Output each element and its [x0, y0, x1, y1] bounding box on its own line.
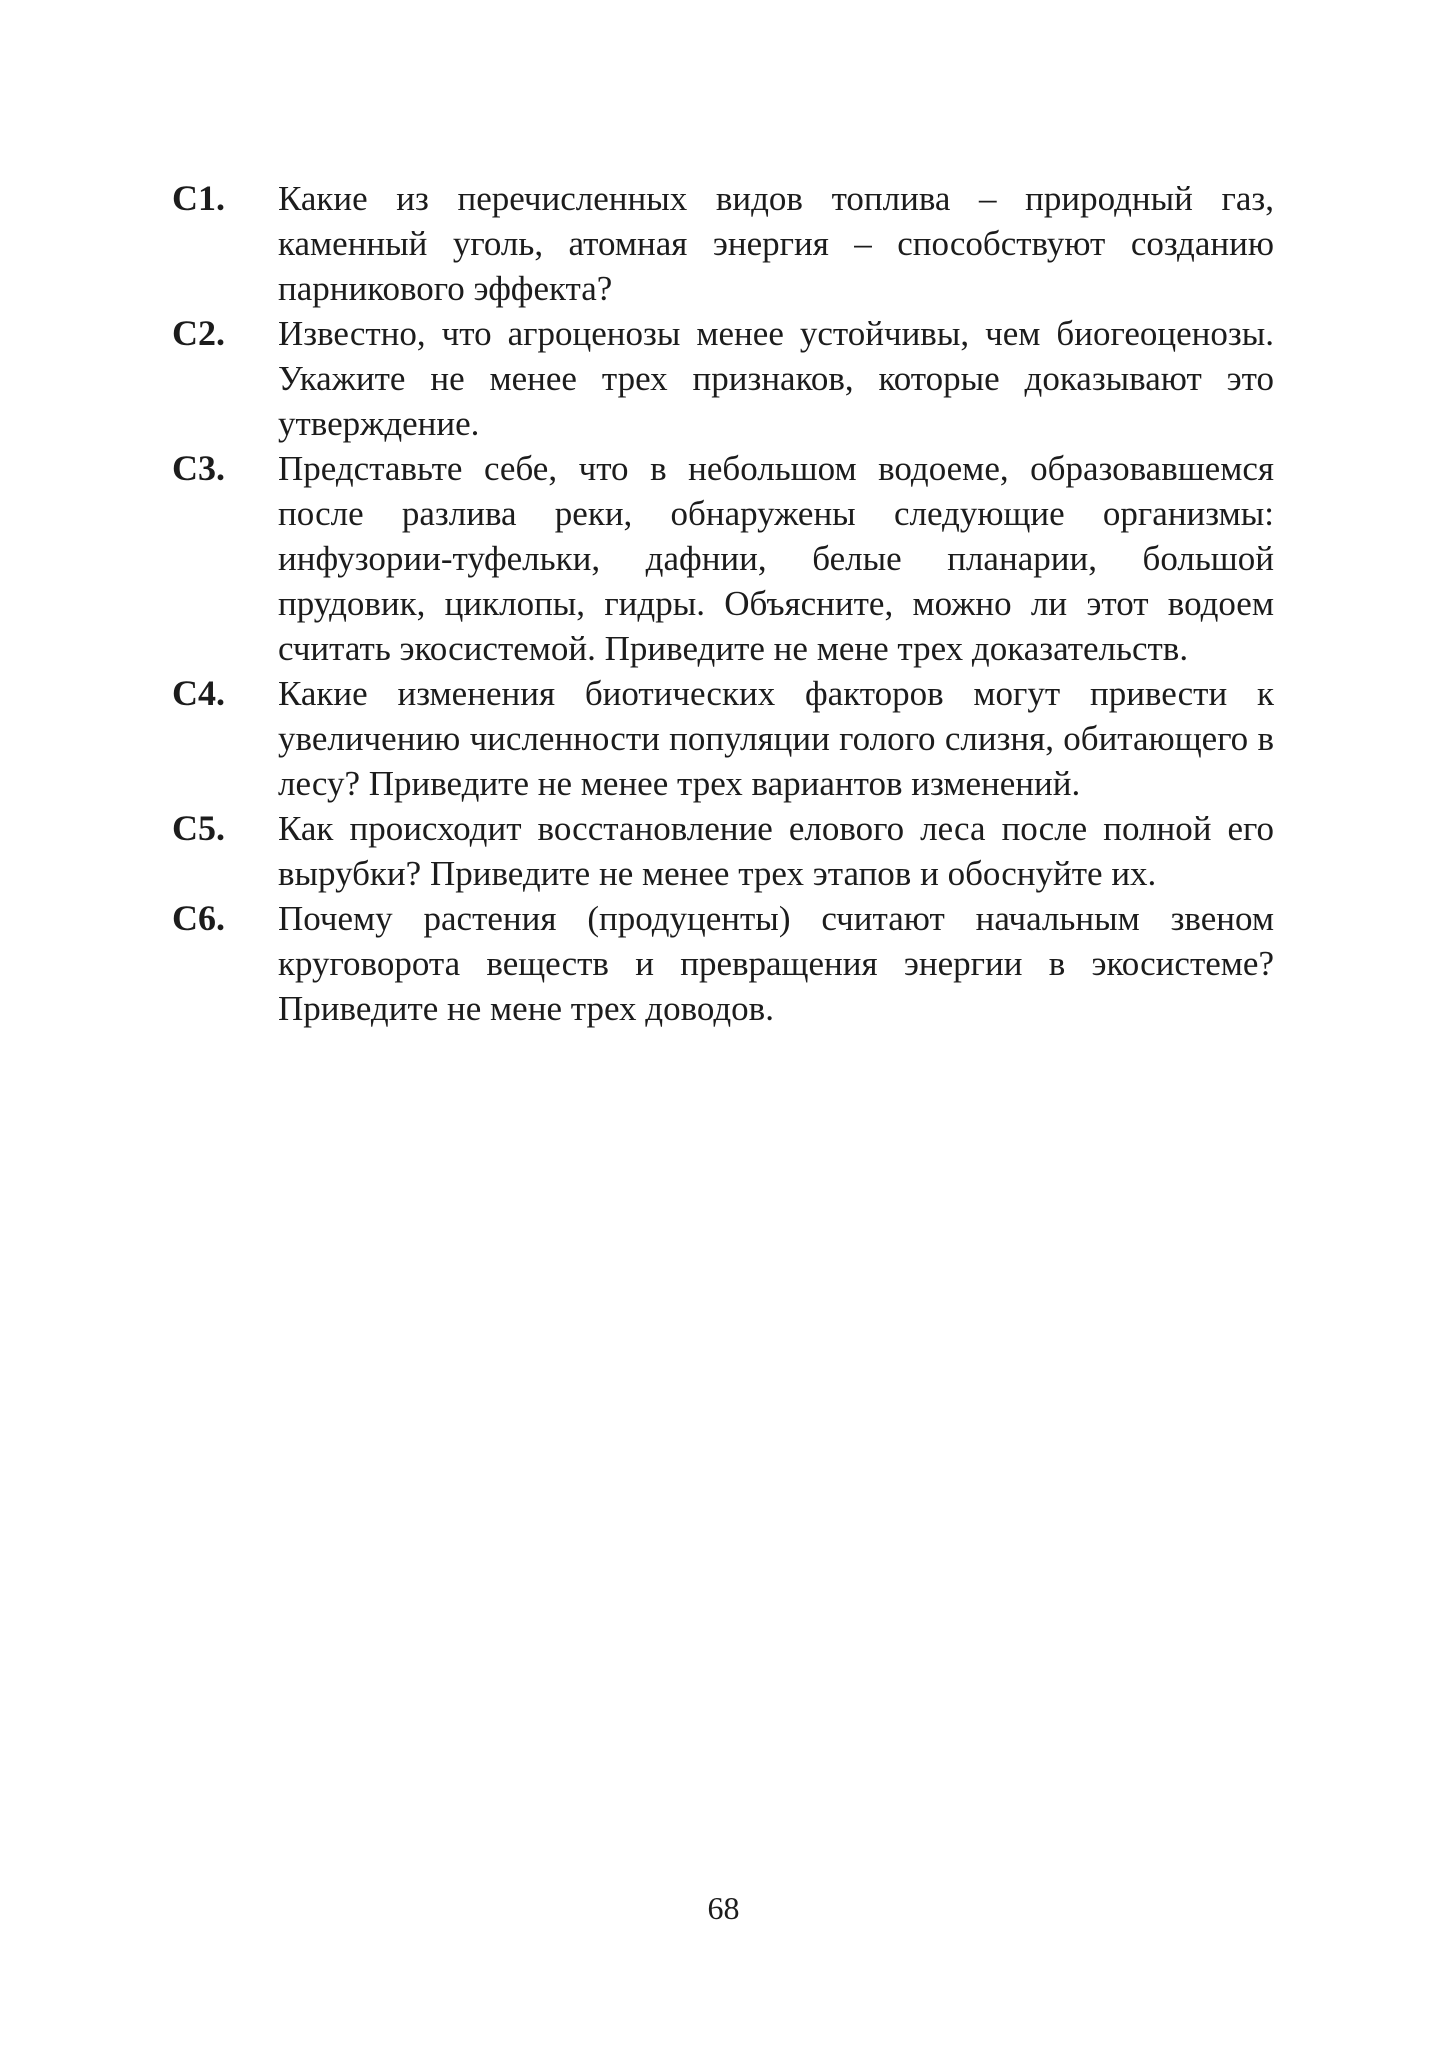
- question-c3: [172, 446, 1274, 671]
- question-c5: [172, 806, 1274, 896]
- question-number: С2.: [172, 313, 225, 353]
- question-number: С1.: [172, 178, 225, 218]
- page-number: 68: [707, 1890, 740, 1926]
- question-text: Какие из перечисленных видов топлива – природный газ, каменный уголь, атомная энергия – способствуют созданию парникового эффекта?: [278, 179, 1274, 308]
- question-c2: [172, 311, 1274, 446]
- question-text: Почему растения (продуценты) считают начальным звеном круговорота веществ и превращения энергии в экосистеме? Приведите не мене трех доводов.: [278, 899, 1274, 1028]
- question-text: Как происходит восстановление елового леса после полной его вырубки? Приведите не менее трех этапов и обоснуйте их.: [278, 809, 1274, 893]
- question-number: С5.: [172, 808, 225, 848]
- question-number: С4.: [172, 673, 225, 713]
- question-c6: [172, 896, 1274, 1031]
- question-list: [172, 176, 1274, 1031]
- question-number: С6.: [172, 898, 225, 938]
- question-c1: [172, 176, 1274, 311]
- question-text: Какие изменения биотических факторов могут привести к увеличению численности популяции голого слизня, обитающего в лесу? Приведите не менее трех вариантов изменений.: [278, 674, 1274, 803]
- question-c4: [172, 671, 1274, 806]
- question-text: Известно, что агроценозы менее устойчивы, чем биогеоценозы. Укажите не менее трех признаков, которые доказывают это утверждение.: [278, 314, 1274, 443]
- question-text: Представьте себе, что в небольшом водоеме, образовавшемся после разлива реки, обнаружены следующие организмы: инфузории-туфельки, дафнии, белые планарии, большой прудовик, циклопы, гидры. Объясните, можно ли этот водоем считать экосистемой. Приведите не мене трех доказательств.: [278, 449, 1274, 668]
- question-number: С3.: [172, 448, 225, 488]
